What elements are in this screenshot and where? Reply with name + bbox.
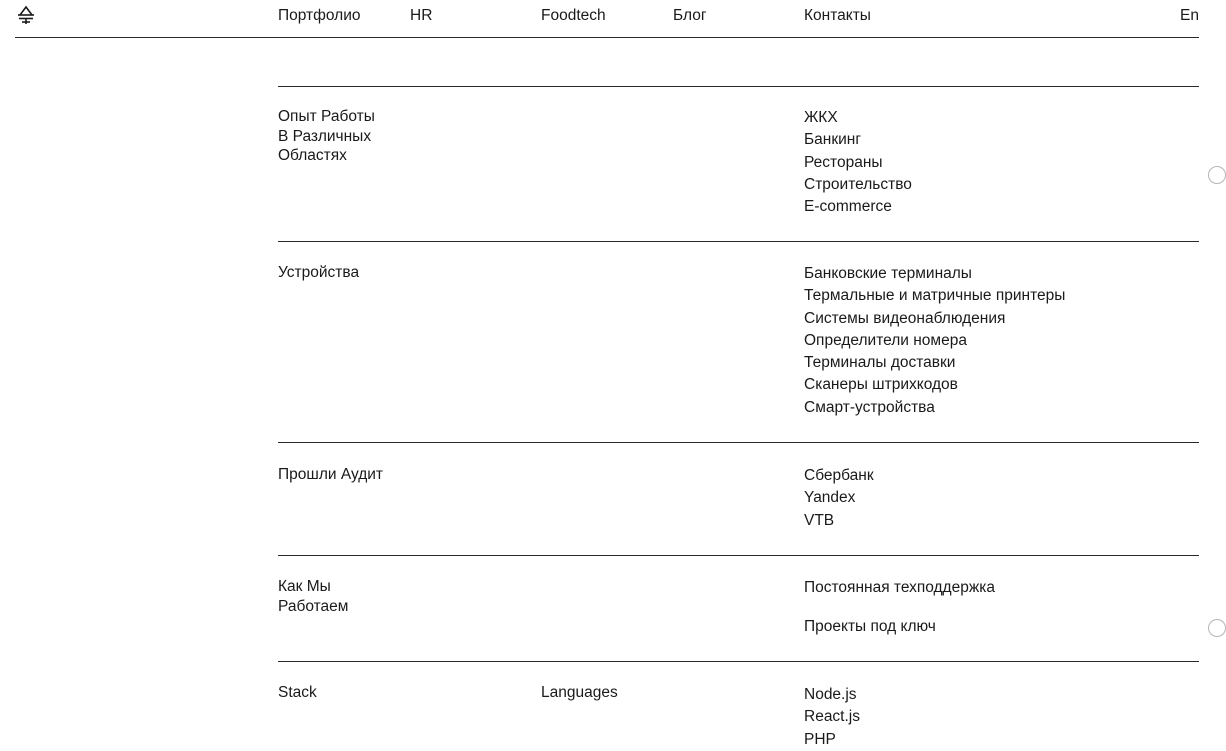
audit-list (804, 465, 874, 532)
list-item: Строительство (804, 175, 912, 193)
how-we-work-list (804, 577, 995, 656)
list-item: Смарт-устройства (804, 398, 935, 416)
experience-list (804, 107, 912, 218)
list-item: Системы видеонаблюдения (804, 309, 1006, 327)
list-item: Постоянная техподдержка (804, 579, 995, 596)
stack-list (804, 684, 860, 751)
language-switch[interactable]: En (1180, 7, 1199, 24)
list-item: Yandex (804, 489, 856, 507)
list-item: PHP (804, 730, 836, 748)
section-title-stack: Stack (278, 684, 317, 701)
list-item: Терминалы доставки (804, 354, 956, 372)
section-divider (278, 555, 1199, 556)
nav-hr[interactable]: HR (410, 7, 433, 24)
section-divider (278, 661, 1199, 662)
list-item: Банкинг (804, 131, 862, 149)
list-item: Банковские терминалы (804, 265, 972, 282)
list-item: ЖКХ (804, 109, 838, 126)
section-title-devices: Устройства (278, 264, 360, 281)
nav-portfolio[interactable]: Портфолио (278, 7, 361, 24)
list-item: Сканеры штрихкодов (804, 376, 958, 394)
list-item: Термальные и матричные принтеры (804, 287, 1066, 305)
section-divider (278, 86, 1199, 87)
devices-list (804, 263, 1065, 419)
list-item: Сбербанк (804, 467, 874, 484)
nav-foodtech[interactable]: Foodtech (541, 7, 606, 24)
scroll-indicator[interactable] (1208, 166, 1226, 184)
list-item: Рестораны (804, 153, 883, 171)
section-divider (278, 241, 1199, 242)
list-item: E-commerce (804, 198, 892, 216)
stack-subtitle-languages: Languages (541, 684, 618, 701)
nav-contacts[interactable]: Контакты (804, 7, 871, 24)
list-item: Определители номера (804, 331, 967, 349)
list-item: React.js (804, 708, 860, 726)
nav-blog[interactable]: Блог (673, 7, 707, 24)
section-title-experience: Опыт Работы В Различных Областях (278, 108, 375, 164)
section-divider (278, 442, 1199, 443)
list-item: VTB (804, 511, 835, 529)
section-title-audit: Прошли Аудит (278, 466, 384, 483)
header-divider (15, 37, 1199, 38)
list-item: Node.js (804, 686, 857, 703)
section-title-how-we-work: Как Мы Работаем (278, 578, 349, 615)
list-item: Проекты под ключ (804, 618, 936, 636)
site-header (0, 0, 1212, 37)
logo-icon[interactable] (16, 5, 36, 25)
scroll-indicator[interactable] (1208, 619, 1226, 637)
